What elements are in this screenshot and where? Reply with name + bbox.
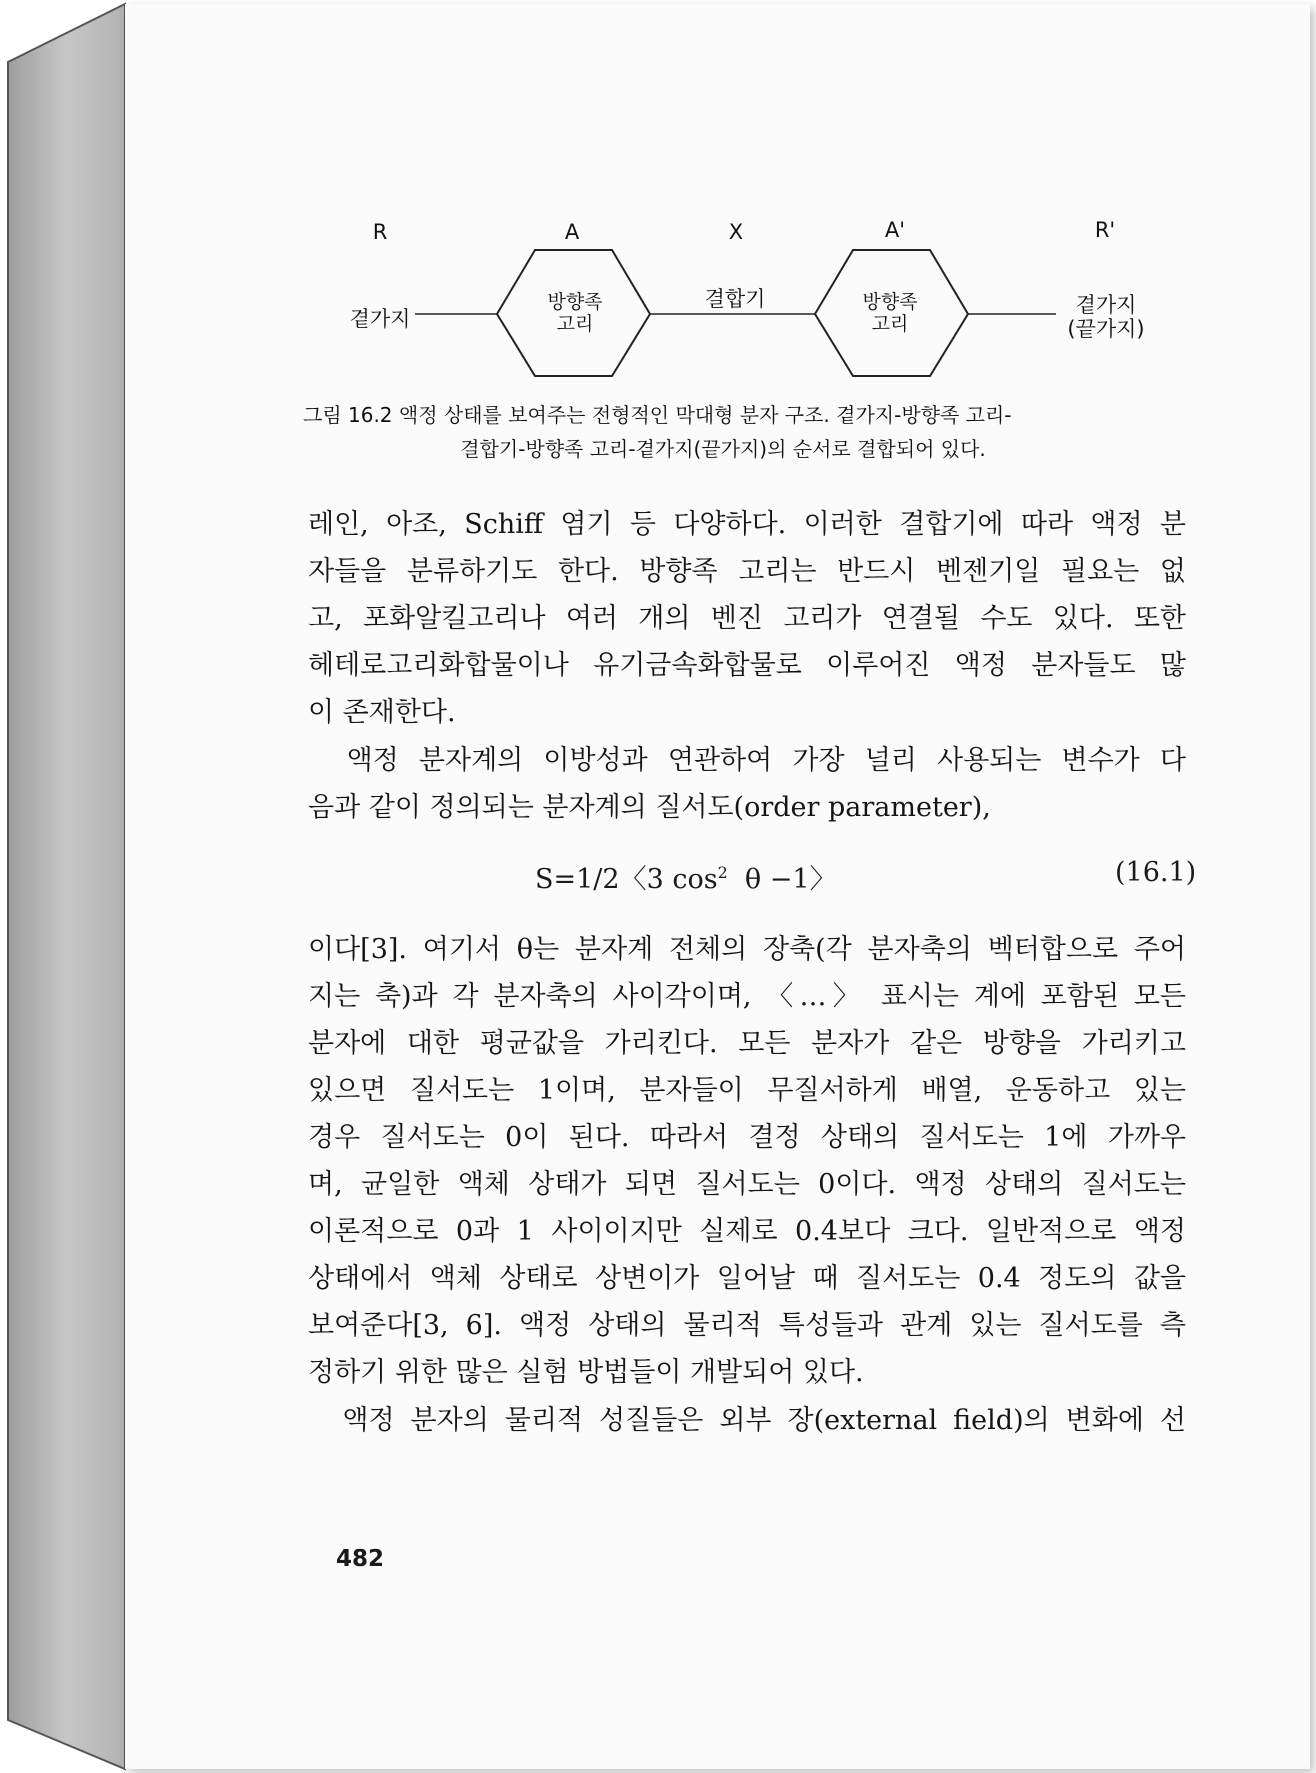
linkage-group-label: 결합기	[704, 287, 766, 311]
paragraph-3-line-8: 상태에서 액체 상태로 상변이가 일어날 때 질서도는 0.4 정도의 값을	[308, 1263, 1186, 1294]
paragraph-3-line-3: 분자에 대한 평균값을 가리킨다. 모든 분자가 같은 방향을 가리키고	[308, 1028, 1186, 1059]
side-chain-label-right	[1056, 293, 1156, 341]
aromatic-ring-label-2-line2: 고리	[871, 312, 909, 335]
caption-line-1: 그림 16.2 액정 상태를 보여주는 전형적인 막대형 분자 구조. 곁가지-방향족 고리-	[303, 403, 1012, 427]
aromatic-ring-label-1-line2: 고리	[556, 312, 594, 335]
paragraph-1-line-1: 레인, 아조, Schiff 염기 등 다양하다. 이러한 결합기에 따라 액정 분	[308, 509, 1186, 540]
side-chain-label-right-line1: 곁가지	[1075, 293, 1137, 317]
paragraph-3-line-2: 지는 축)과 각 분자축의 사이각이며, 〈…〉 표시는 계에 포함된 모든	[308, 981, 1186, 1012]
aromatic-ring-label-1	[530, 292, 620, 336]
side-chain-label-left: 곁가지	[349, 307, 411, 331]
aromatic-ring-label-2	[845, 292, 935, 336]
paragraph-3-line-7: 이론적으로 0과 1 사이이지만 실제로 0.4보다 크다. 일반적으로 액정	[308, 1216, 1186, 1247]
paragraph-2	[308, 737, 1186, 831]
paragraph-1-line-2: 자들을 분류하기도 한다. 방향족 고리는 반드시 벤젠기일 필요는 없	[308, 556, 1186, 587]
paragraph-4	[308, 1397, 1186, 1444]
paragraph-3-line-6: 며, 균일한 액체 상태가 되면 질서도는 0이다. 액정 상태의 질서도는	[308, 1169, 1186, 1200]
paragraph-3-line-1: 이다[3]. 여기서 θ는 분자계 전체의 장축(각 분자축의 벡터합으로 주어	[308, 934, 1186, 965]
paragraph-3-line-9: 보여준다[3, 6]. 액정 상태의 물리적 특성들과 관계 있는 질서도를 측	[308, 1310, 1186, 1341]
paragraph-1-line-5: 이 존재한다.	[308, 697, 456, 728]
caption-line-2: 결합기-방향족 고리-곁가지(끝가지)의 순서로 결합되어 있다.	[460, 437, 986, 461]
page-number: 482	[336, 1546, 385, 1572]
paragraph-4-line-1: 액정 분자의 물리적 성질들은 외부 장(external field)의 변화에 선	[308, 1405, 1186, 1436]
equation-text-after: θ −1〉	[727, 864, 837, 895]
equation-number: (16.1)	[1115, 857, 1197, 888]
order-parameter-equation	[535, 857, 837, 896]
aromatic-ring-label-2-line1: 방향족	[862, 291, 918, 313]
paragraph-1-line-3: 고, 포화알킬고리나 여러 개의 벤진 고리가 연결될 수도 있다. 또한	[308, 603, 1186, 634]
paragraph-3-line-5: 경우 질서도는 0이 된다. 따라서 결정 상태의 질서도는 1에 가까우	[308, 1122, 1186, 1153]
paragraph-1-line-4: 헤테로고리화합물이나 유기금속화합물로 이루어진 액정 분자들도 많	[308, 650, 1186, 681]
equation-text-before: S=1/2〈3 cos	[535, 864, 718, 895]
label-R: R	[372, 220, 388, 244]
paragraph-1	[308, 501, 1186, 736]
aromatic-ring-label-1-line1: 방향족	[547, 291, 603, 313]
equation-superscript: 2	[717, 863, 728, 882]
figure-caption	[303, 398, 1183, 466]
paragraph-3-line-4: 있으면 질서도는 1이며, 분자들이 무질서하게 배열, 운동하고 있는	[308, 1075, 1186, 1106]
paragraph-2-line-2: 음과 같이 정의되는 분자계의 질서도(order parameter),	[308, 792, 991, 823]
side-chain-label-right-line2: (끝가지)	[1067, 317, 1145, 342]
paragraph-3	[308, 926, 1186, 1396]
paragraph-2-line-1: 액정 분자계의 이방성과 연관하여 가장 널리 사용되는 변수가 다	[308, 745, 1186, 776]
paragraph-3-line-10: 정하기 위한 많은 실험 방법들이 개발되어 있다.	[308, 1357, 864, 1388]
label-A: A	[564, 220, 580, 244]
label-R-prime: R'	[1094, 218, 1116, 242]
label-X: X	[728, 220, 744, 244]
label-A-prime: A'	[884, 218, 906, 242]
